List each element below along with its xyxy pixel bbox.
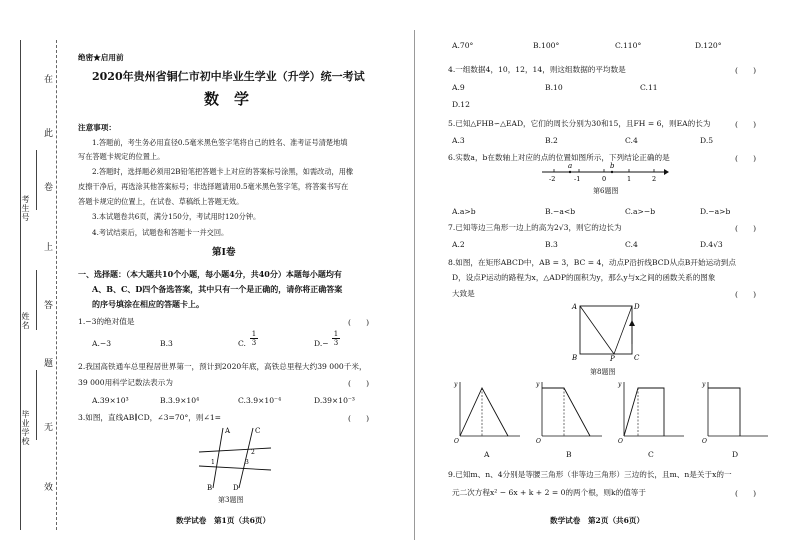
label-d: D (634, 303, 640, 311)
option: A.70° (452, 41, 474, 50)
label-p: P (610, 355, 615, 362)
question-7: 7.已知等边三角形一边上的高为2√3，则它的边长为 (448, 223, 622, 232)
page-footer-left: 数学试卷 第1页（共6页） (176, 516, 271, 525)
section-line: 一、选择题：（本大题共10个小题，每小题4分，共40分）本题每小题均有 (78, 269, 342, 279)
number-line-arrow (664, 169, 669, 175)
label-c: C (255, 427, 261, 435)
figure-3-caption: 第3题图 (218, 496, 244, 504)
option-label: C (648, 450, 654, 459)
seal-char: 题 (44, 359, 54, 369)
motion-arrow-head (629, 320, 635, 326)
segment-ap (580, 306, 614, 354)
point-a-label: a (568, 162, 573, 170)
transversal-1 (199, 448, 271, 452)
page-footer-right: 数学试卷 第2页（共6页） (550, 516, 645, 525)
figure-8-caption: 第8题图 (590, 368, 616, 376)
seal-char: 在 (44, 75, 54, 85)
label-a: A (572, 303, 578, 311)
seal-char: 上 (44, 243, 54, 253)
subject-title: 数 学 (204, 90, 250, 108)
svg-text:y: y (702, 381, 706, 388)
section-line: A、B、C、D四个备选答案，其中只有一个是正确的，请你将正确答案 (92, 284, 343, 294)
answer-paren: ( ) (348, 318, 370, 327)
tick-label: 0 (602, 175, 607, 182)
option-label: A (484, 450, 490, 459)
option: C.3.9×10⁻⁴ (238, 396, 282, 405)
svg-text:O: O (702, 438, 707, 445)
option-label: D (732, 450, 739, 459)
svg-text:y: y (618, 381, 622, 388)
answer-paren: ( ) (348, 379, 370, 388)
option: B.3 (160, 339, 173, 348)
section-line: 的序号填涂在相应的答题卡上。 (92, 299, 204, 309)
exam-title: 2020年贵州省铜仁市初中毕业生学业（升学）统一考试 (92, 70, 365, 83)
answer-paren: ( ) (735, 224, 757, 233)
question-8-cont: D，设点P运动的路程为x，△ADP的面积为y，那么y与x之间的函数关系的图象 (452, 273, 716, 282)
svg-text:O: O (536, 438, 541, 445)
notes-title: 注意事项： (78, 123, 116, 132)
option-graph-a (453, 381, 520, 445)
option: C.a>−b (625, 207, 656, 216)
option-graph-d (701, 381, 768, 445)
note-line: 1.答题前，考生务必用直径0.5毫米黑色签字笔将自己的姓名、准考证号清楚地填 (92, 138, 348, 147)
option: C.4 (625, 136, 638, 145)
name-label: 姓名 (21, 312, 30, 330)
angle-3: 3 (245, 459, 249, 466)
fraction-one-third: 1 3 (333, 330, 339, 347)
question-5: 5.已知△FHB∽△EAD，它们的周长分别为30和15，且FH = 6，则EA的长为 (448, 119, 711, 128)
option: B.2 (545, 136, 558, 145)
option: D.120° (695, 41, 722, 50)
option: A.3 (452, 136, 465, 145)
tick-label: -1 (574, 175, 581, 182)
rectangle-abcd (580, 306, 632, 354)
option: B.−a<b (545, 207, 576, 216)
question-2: 2.我国高铁通车总里程居世界第一，预计到2020年底，高铁总里程大约39 000千米， (78, 362, 367, 371)
segment-dp (614, 306, 632, 354)
fraction-one-third: 1 3 (251, 330, 257, 347)
point-b-label: b (610, 162, 615, 170)
cut-line (56, 40, 57, 530)
option: B.3 (545, 240, 558, 249)
answer-paren: ( ) (735, 154, 757, 163)
note-line: 答题卡规定的位置上，在试卷、草稿纸上答题无效。 (78, 197, 244, 206)
tick-label: 2 (652, 175, 657, 182)
name-field (36, 270, 37, 330)
answer-paren: ( ) (735, 120, 757, 129)
label-b: B (572, 354, 578, 362)
option: C.110° (615, 41, 642, 50)
note-line: 写在答题卡规定的位置上。 (78, 152, 165, 161)
figure-3 (195, 424, 275, 492)
option: D.12 (452, 100, 470, 109)
label-c: C (634, 354, 640, 362)
question-4: 4.一组数据4，10，12，14，则这组数据的平均数是 (448, 65, 626, 74)
option: B.10 (545, 83, 563, 92)
secret-mark: 绝密★启用前 (78, 53, 124, 62)
answer-paren: ( ) (348, 414, 370, 423)
answer-paren: ( ) (735, 489, 757, 498)
note-line: 皮擦干净后，再选涂其他答案标号；非选择题请用0.5毫米黑色签字笔，将答案书写在 (78, 182, 349, 191)
line-ab (213, 428, 223, 488)
note-line: 4.考试结束后，试题卷和答题卡一并交回。 (92, 228, 229, 237)
option: D.39×10⁻³ (314, 396, 355, 405)
svg-text:O: O (618, 438, 623, 445)
svg-text:O: O (454, 438, 459, 445)
figure-6-caption: 第6题图 (593, 187, 619, 195)
question-9: 9.已知m、n、4分别是等腰三角形（非等边三角形）三边的长，且m、n是关于x的一 (448, 470, 732, 479)
transversal-2 (199, 466, 271, 470)
seal-char: 效 (44, 483, 54, 493)
seal-char: 此 (44, 129, 54, 139)
school-field (36, 370, 37, 440)
option: A.2 (452, 240, 465, 249)
figure-6 (540, 160, 670, 182)
page-divider (414, 30, 415, 540)
option: A.−3 (92, 339, 112, 348)
school-label: 毕业学校 (21, 410, 30, 446)
label-a: A (225, 427, 231, 435)
label-b: B (207, 484, 213, 492)
seal-char: 卷 (44, 183, 54, 193)
question-6: 6.实数a，b在数轴上对应的点的位置如图所示，下列结论正确的是 (448, 153, 670, 162)
figure-8-options (448, 378, 778, 446)
angle-1: 1 (211, 459, 215, 466)
point-a (569, 171, 571, 173)
question-8: 8.如图，在矩形ABCD中，AB = 3，BC = 4，动点P沿折线BCD从点B开始运动到点 (448, 258, 736, 267)
seal-char: 答 (44, 301, 54, 311)
question-8-cont: 大致是 (452, 289, 475, 298)
line-cd (239, 428, 253, 488)
question-3: 3.如图，直线AB∥CD，∠3=70°，则∠1= (78, 413, 222, 422)
question-9-cont: 元二次方程x² − 6x + k + 2 = 0的两个根，则k的值等于 (452, 488, 646, 497)
option: C.4 (625, 240, 638, 249)
answer-paren: ( ) (735, 66, 757, 75)
option: D.5 (700, 136, 714, 145)
exam-no-field (36, 150, 37, 210)
note-line: 2.答题时，选择题必须用2B铅笔把答题卡上对应的答案标号涂黑，如需改动，用橡 (92, 167, 354, 176)
option-graph-b (535, 381, 602, 445)
option: C.11 (640, 83, 658, 92)
option: D.− (314, 339, 329, 348)
note-line: 3.本试题卷共6页，满分150分，考试用时120分钟。 (92, 212, 261, 221)
option: A.a>b (452, 207, 476, 216)
binding-line (20, 40, 21, 530)
option: B.3.9×10⁴ (160, 396, 200, 405)
option: D.−a>b (700, 207, 731, 216)
option: C. (238, 339, 246, 348)
label-d: D (233, 484, 239, 492)
option-label: B (566, 450, 572, 459)
answer-paren: ( ) (735, 290, 757, 299)
svg-text:y: y (454, 381, 458, 388)
svg-text:y: y (536, 381, 540, 388)
angle-2: 2 (251, 449, 255, 456)
option-graph-c (617, 381, 684, 445)
tick-label: 1 (627, 175, 632, 182)
figure-8 (570, 300, 642, 362)
option: A.9 (452, 83, 465, 92)
option: A.39×10³ (92, 396, 129, 405)
binding-column (0, 0, 80, 560)
tick-label: -2 (549, 175, 556, 182)
seal-char: 无 (44, 423, 54, 433)
option: D.4√3 (700, 240, 723, 249)
point-b (611, 171, 613, 173)
option: B.100° (533, 41, 560, 50)
question-2-cont: 39 000用科学记数法表示为 (78, 378, 173, 387)
volume-title: 第Ⅰ卷 (212, 247, 236, 258)
question-1: 1.−3的绝对值是 (78, 317, 135, 326)
exam-no-label: 考生号 (21, 195, 30, 222)
